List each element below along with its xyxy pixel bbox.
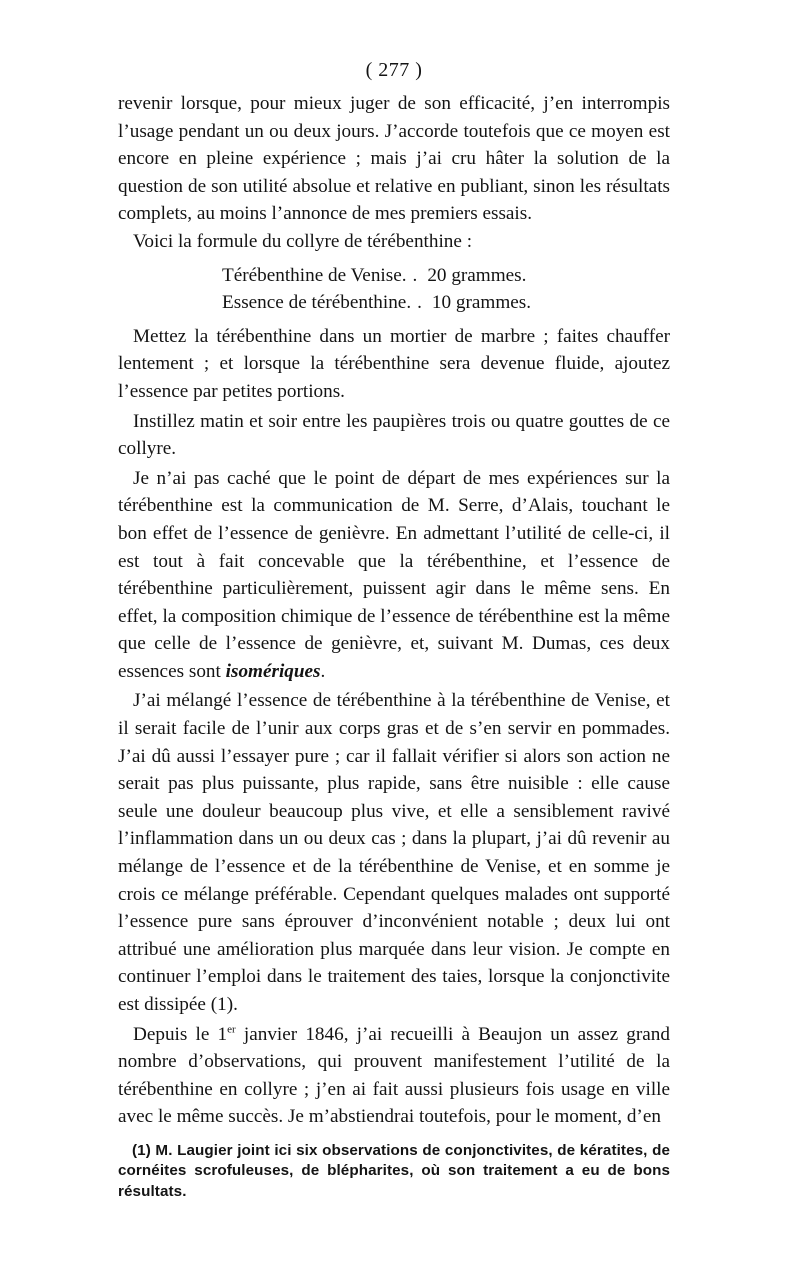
paragraph-instillation: Instillez matin et soir entre les paupières trois ou quatre gouttes de ce collyre.: [118, 410, 670, 460]
page-number: ( 277 ): [365, 59, 423, 81]
paragraph-observations: [118, 1021, 670, 1131]
formula-row: [222, 289, 670, 317]
paragraph-formula-intro: Voici la formule du collyre de térébenthine :: [133, 230, 473, 252]
paragraph-preparation: Mettez la térébenthine dans un mortier de marbre ; faites chauffer lentement ; et lorsque la térébenthine sera devenue fluide, ajoutez l’essence par petites portions.: [118, 325, 670, 402]
formula-row: [222, 262, 670, 290]
italic-term: isomériques: [225, 660, 321, 682]
formula-ingredient: Essence de térébenthine.: [222, 292, 412, 314]
paragraph-mixture: J’ai mélangé l’essence de térébenthine à la térébenthine de Venise, et il serait facile de l’unir aux corps gras et de s’en servir en pommades. J’ai dû aussi l’essayer pure ; car il fallait vérifier si alors son action ne serait pas plus puissante, plus rapide, sans être nuisible : elle cause seule une douleur beaucoup plus vive, et elle a sensiblement ravivé l’inflammation dans un ou deux cas ; dans la plupart, j’ai dû revenir au mélange de l’essence et de la térébenthine de Venise, et en somme je crois ce mélange préférable. Cependant quelques malades ont supporté l’essence pure sans éprouver d’inconvénient notable ; deux lui ont attribué une amélioration plus marquée dans leur vision. Je compte en continuer l’emploi dans le traitement des taies, lorsque la conjonctivite est dissipée (1).: [118, 690, 670, 1015]
superscript-er: er: [227, 1023, 236, 1036]
footnote: (1) M. Laugier joint ici six observations de conjonctivites, de kératites, de cornéites scrofuleuses, de blépharites, où son traitement a eu de bons résultats.: [118, 1141, 670, 1200]
formula-ingredient: Térébenthine de Venise.: [222, 264, 407, 286]
formula-dots: .: [412, 264, 418, 286]
paragraph-observations-start: Depuis le 1: [133, 1023, 228, 1045]
book-page: [118, 56, 670, 1202]
paragraph-observations-rest: janvier 1846, j’ai recueilli à Beaujon un assez grand nombre d’observations, qui prouvent manifestement l’utilité de la térébenthine en collyre ; j’en ai fait aussi plusieurs fois usage en ville avec le même succès. Je m’abstiendrai toutefois, pour le moment, d’en: [118, 1023, 670, 1128]
paragraph-origin-end: .: [320, 660, 326, 682]
paragraph-origin-text: Je n’ai pas caché que le point de départ de mes expériences sur la térébenthine est la communication de M. Serre, d’Alais, touchant le bon effet de l’essence de genièvre. En admettant l’utilité de celle-ci, il est tout à fait concevable que la térébenthine, et l’essence de térébenthine particulièrement, puissent agir dans le même sens. En effet, la composition chimique de l’essence de térébenthine est la même que celle de l’essence de genièvre, et, suivant M. Dumas, ces deux essences sont: [118, 467, 670, 682]
paragraph-continuation: revenir lorsque, pour mieux juger de son efficacité, j’en interrompis l’usage pendant un ou deux jours. J’accorde toutefois que ce moyen est encore en pleine expérience ; mais j’ai cru hâter la solution de la question de son utilité absolue et relative en publiant, sinon les résultats complets, au moins l’annonce de mes premiers essais.: [118, 93, 670, 225]
formula-quantity: 10 grammes.: [431, 292, 532, 314]
paragraph-origin: [118, 465, 670, 686]
collyre-formula: [222, 262, 670, 317]
formula-dots: .: [417, 292, 422, 314]
formula-quantity: 20 grammes.: [427, 264, 527, 286]
